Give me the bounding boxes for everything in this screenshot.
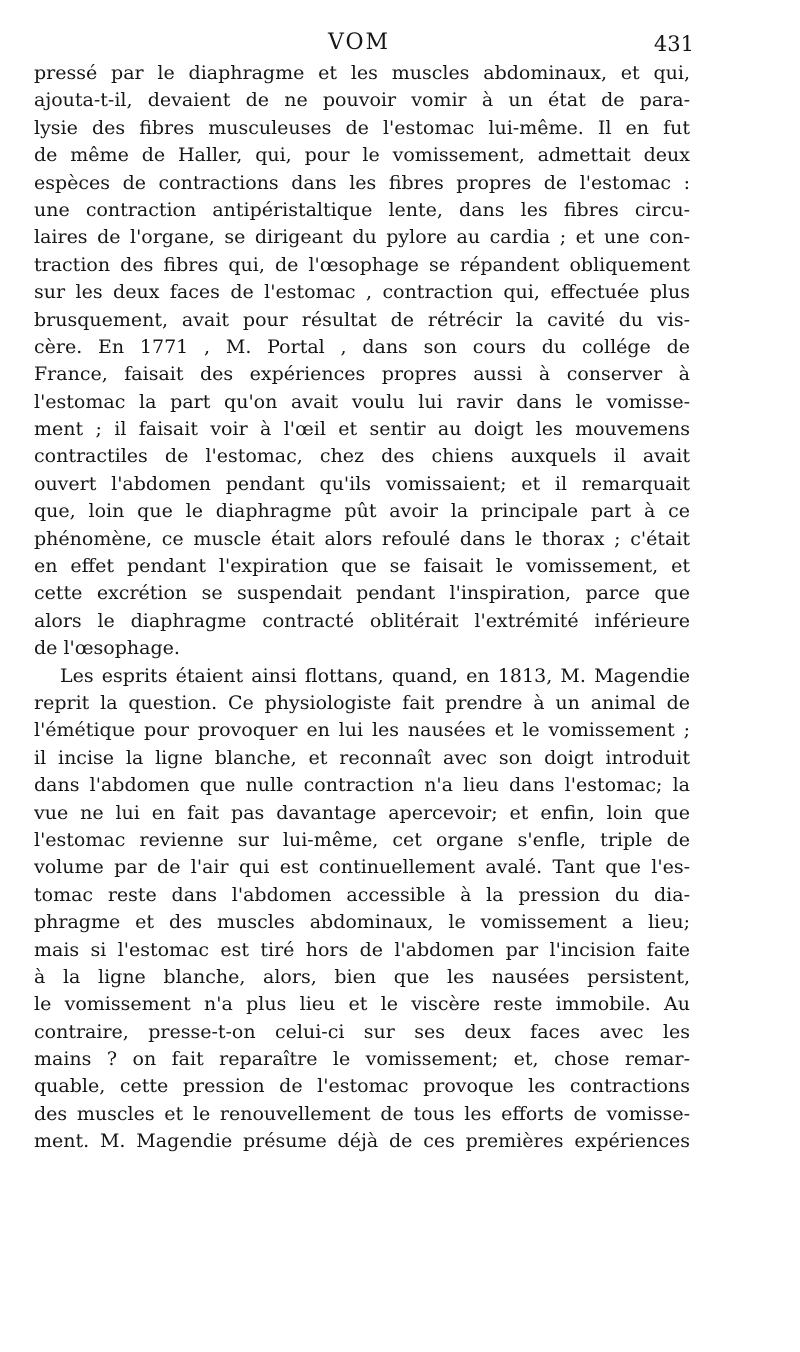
text-line: l'émétique pour provoquer en lui les nausées et le vomissement ;: [34, 719, 690, 742]
text-line: traction des fibres qui, de l'œsophage se répandent obliquement: [34, 253, 690, 276]
text-line: une contraction antipéristaltique lente, dans les fibres circu-: [34, 198, 690, 221]
text-line: ment. M. Magendie présume déjà de ces premières expériences: [34, 1130, 690, 1153]
text-line: quable, cette pression de l'estomac provoque les contractions: [34, 1075, 690, 1098]
text-line: contraire, presse-t-on celui-ci sur ses deux faces avec les: [34, 1020, 690, 1043]
text-line: mais si l'estomac est tiré hors de l'abdomen par l'incision faite: [34, 938, 690, 961]
text-line: ajouta-t-il, devaient de ne pouvoir vomir à un état de para-: [34, 89, 690, 112]
text-line: tomac reste dans l'abdomen accessible à la pression du dia-: [34, 883, 690, 906]
text-line: vue ne lui en fait pas davantage apercevoir; et enfin, loin que: [34, 801, 690, 824]
text-line: brusquement, avait pour résultat de rétrécir la cavité du vis-: [34, 308, 690, 331]
page-number: 431: [653, 32, 694, 56]
text-line: ouvert l'abdomen pendant qu'ils vomissaient; et il remarquait: [34, 472, 690, 495]
paragraph-1: [34, 60, 690, 663]
text-line: il incise la ligne blanche, et reconnaît avec son doigt introduit: [34, 746, 690, 769]
text-line: l'estomac la part qu'on avait voulu lui ravir dans le vomisse-: [34, 390, 690, 413]
paragraph-2: [34, 663, 690, 1156]
text-line: en effet pendant l'expiration que se faisait le vomissement, et: [34, 555, 690, 578]
text-line: phénomène, ce muscle était alors refoulé dans le thorax ; c'était: [34, 527, 690, 550]
text-line: de même de Haller, qui, pour le vomissement, admettait deux: [34, 144, 690, 167]
text-line: le vomissement n'a plus lieu et le viscère reste immobile. Au: [34, 993, 690, 1016]
text-line: ment ; il faisait voir à l'œil et sentir au doigt les mouvemens: [34, 418, 690, 441]
text-line: dans l'abdomen que nulle contraction n'a lieu dans l'estomac; la: [34, 774, 690, 797]
running-head: [34, 30, 694, 60]
text-line: volume par de l'air qui est continuellement avalé. Tant que l'es-: [34, 856, 690, 879]
text-line: cère. En 1771 , M. Portal , dans son cours du collége de: [34, 335, 690, 358]
text-line: sur les deux faces de l'estomac , contraction qui, effectuée plus: [34, 281, 690, 304]
text-line: pressé par le diaphragme et les muscles abdominaux, et qui,: [34, 62, 690, 84]
text-line: lysie des fibres musculeuses de l'estomac lui-même. Il en fut: [34, 116, 690, 139]
text-line: cette excrétion se suspendait pendant l'inspiration, parce que: [34, 582, 690, 605]
text-line: à la ligne blanche, alors, bien que les nausées persistent,: [34, 965, 690, 988]
text-line: des muscles et le renouvellement de tous les efforts de vomisse-: [34, 1102, 690, 1125]
text-line: mains ? on fait reparaître le vomissement; et, chose remar-: [34, 1048, 690, 1071]
text-line: espèces de contractions dans les fibres propres de l'estomac :: [34, 171, 690, 194]
text-line: que, loin que le diaphragme pût avoir la principale part à ce: [34, 500, 690, 523]
running-head-title: VOM: [328, 30, 391, 55]
text-line: France, faisait des expériences propres aussi à conserver à: [34, 363, 690, 386]
body-text: [34, 60, 690, 1156]
text-line: laires de l'organe, se dirigeant du pylore au cardia ; et une con-: [34, 226, 690, 249]
text-line: l'estomac revienne sur lui-même, cet organe s'enfle, triple de: [34, 828, 690, 851]
text-line: de l'œsophage.: [34, 637, 180, 660]
text-line: alors le diaphragme contracté oblitérait l'extrémité inférieure: [34, 609, 690, 632]
text-line: reprit la question. Ce physiologiste fait prendre à un animal de: [34, 691, 690, 714]
text-line: phragme et des muscles abdominaux, le vomissement a lieu;: [34, 911, 690, 934]
text-line: Les esprits étaient ainsi flottans, quand, en 1813, M. Magendie: [60, 664, 690, 687]
text-line: contractiles de l'estomac, chez des chiens auxquels il avait: [34, 445, 690, 468]
